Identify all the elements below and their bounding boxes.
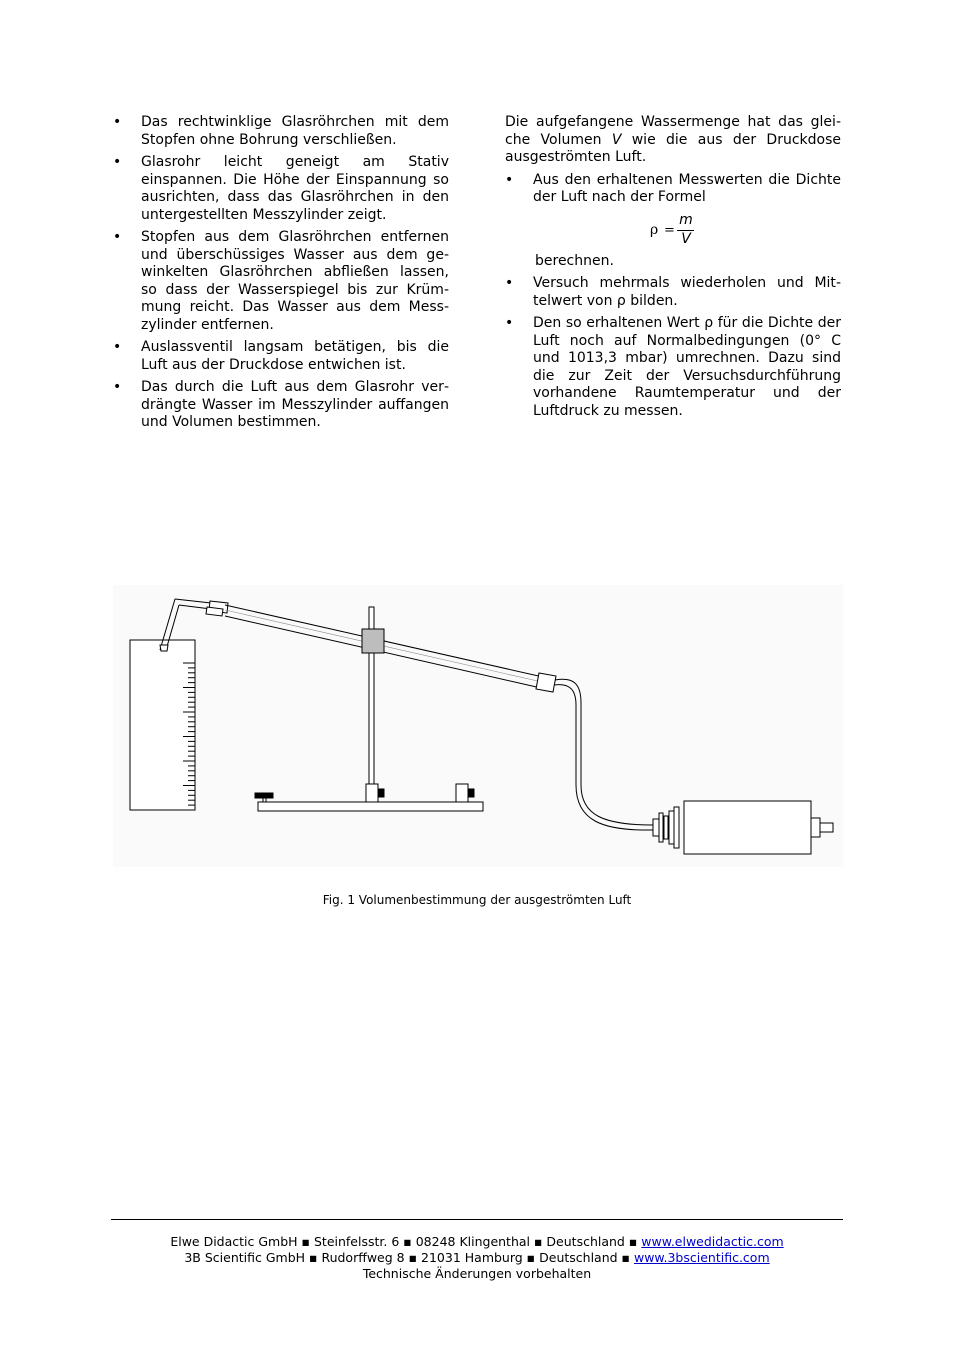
clamp [362,629,384,653]
list-item-text: Glasrohr leicht geneigt am Stativ einspannen. Die Höhe der Einspannung so ausrichten, dass das Glasröhrchen in den untergestellten Messzylinder zeigt. [141,154,449,223]
volume-variable: V [611,131,622,148]
bullet: • [113,339,122,355]
measuring-cylinder [130,640,195,810]
instruction-list-right-a [505,172,841,207]
list-item [505,275,841,310]
list-item-text: Auslassventil langsam betätigen, bis die Luft aus der Druckdose entwichen ist. [141,339,449,373]
list-item-text: Das rechtwinklige Glasröhrchen mit dem Stopfen ohne Bohrung verschließen. [141,114,449,148]
bullet: • [113,114,122,130]
bullet: • [113,379,122,395]
figure-caption: Fig. 1 Volumenbestimmung der ausgeströmten Luft [322,893,632,907]
bullet: • [113,154,122,170]
formula-equals: = [664,222,675,238]
list-item [113,339,449,374]
stopper-right [536,673,556,692]
bullet: • [505,171,514,188]
footer-line-2 [0,1250,954,1266]
list-item-text: Aus den erhaltenen Messwerten die Dichte der Luft nach der Formel [533,171,841,205]
footer-company-2: 3B Scientific GmbH ▪ Rudorffweg 8 ▪ 21031 Hamburg ▪ Deutschland ▪ [184,1249,634,1265]
list-item [113,154,449,224]
intro-text-before: Die aufgefangene Wassermenge hat das gleiche Volumen [505,114,841,148]
bullet: • [113,229,122,245]
bullet: • [505,315,514,331]
list-item [505,172,841,207]
formula-numerator: m [679,211,693,228]
left-column [113,114,449,437]
footer-company-1: Elwe Didactic GmbH ▪ Steinfelsstr. 6 ▪ 08248 Klingenthal ▪ Deutschland ▪ [170,1234,642,1249]
bullet: • [505,275,514,291]
formula-followup: berechnen. [535,252,614,269]
footer [0,1234,954,1281]
intro-paragraph [505,114,841,167]
apparatus-figure [113,585,843,867]
instruction-list-right-b [505,275,841,420]
list-item-text: Das durch die Luft aus dem Glasrohr verdrängte Wasser im Messzylinder auffangen und Volumen bestimmen. [141,379,449,430]
instruction-list-left [113,114,449,432]
footer-divider [111,1219,843,1220]
list-item [113,229,449,334]
density-formula [505,213,841,249]
link-elwedidactic[interactable]: www.elwedidactic.com [641,1234,784,1249]
list-item-text: Versuch mehrmals wiederholen und Mittelwert von ρ bilden. [533,275,841,309]
list-item [113,114,449,149]
list-item-text: Den so erhaltenen Wert ρ für die Dichte der Luft noch auf Normalbedingungen (0° C und 1013,3 mbar) umrechnen. Dazu sind die zur Zeit der Versuchsdurchführung vorhandene Raumtemperatur und der Luftdruck zu messen. [533,315,841,419]
link-3bscientific[interactable]: www.3bscientific.com [633,1249,770,1265]
footer-line-1 [0,1234,954,1250]
formula-rho: ρ [650,221,659,238]
right-column [505,114,841,425]
list-item-text: Stopfen aus dem Glasröhrchen entfernen und überschüssiges Wasser aus dem gewinkelten Glasröhrchen abfließen lassen, so dass der Wasserspiegel bis zur Krümmung reicht. Das Wasser aus dem Messzylinder entfernen. [141,229,449,333]
footer-line-3: Technische Änderungen vorbehalten [362,1265,592,1281]
list-item [505,315,841,420]
formula-denominator: V [681,230,691,247]
list-item [113,379,449,432]
intro-text-after: wie die aus der Druckdose ausgeströmten Luft. [505,131,842,165]
